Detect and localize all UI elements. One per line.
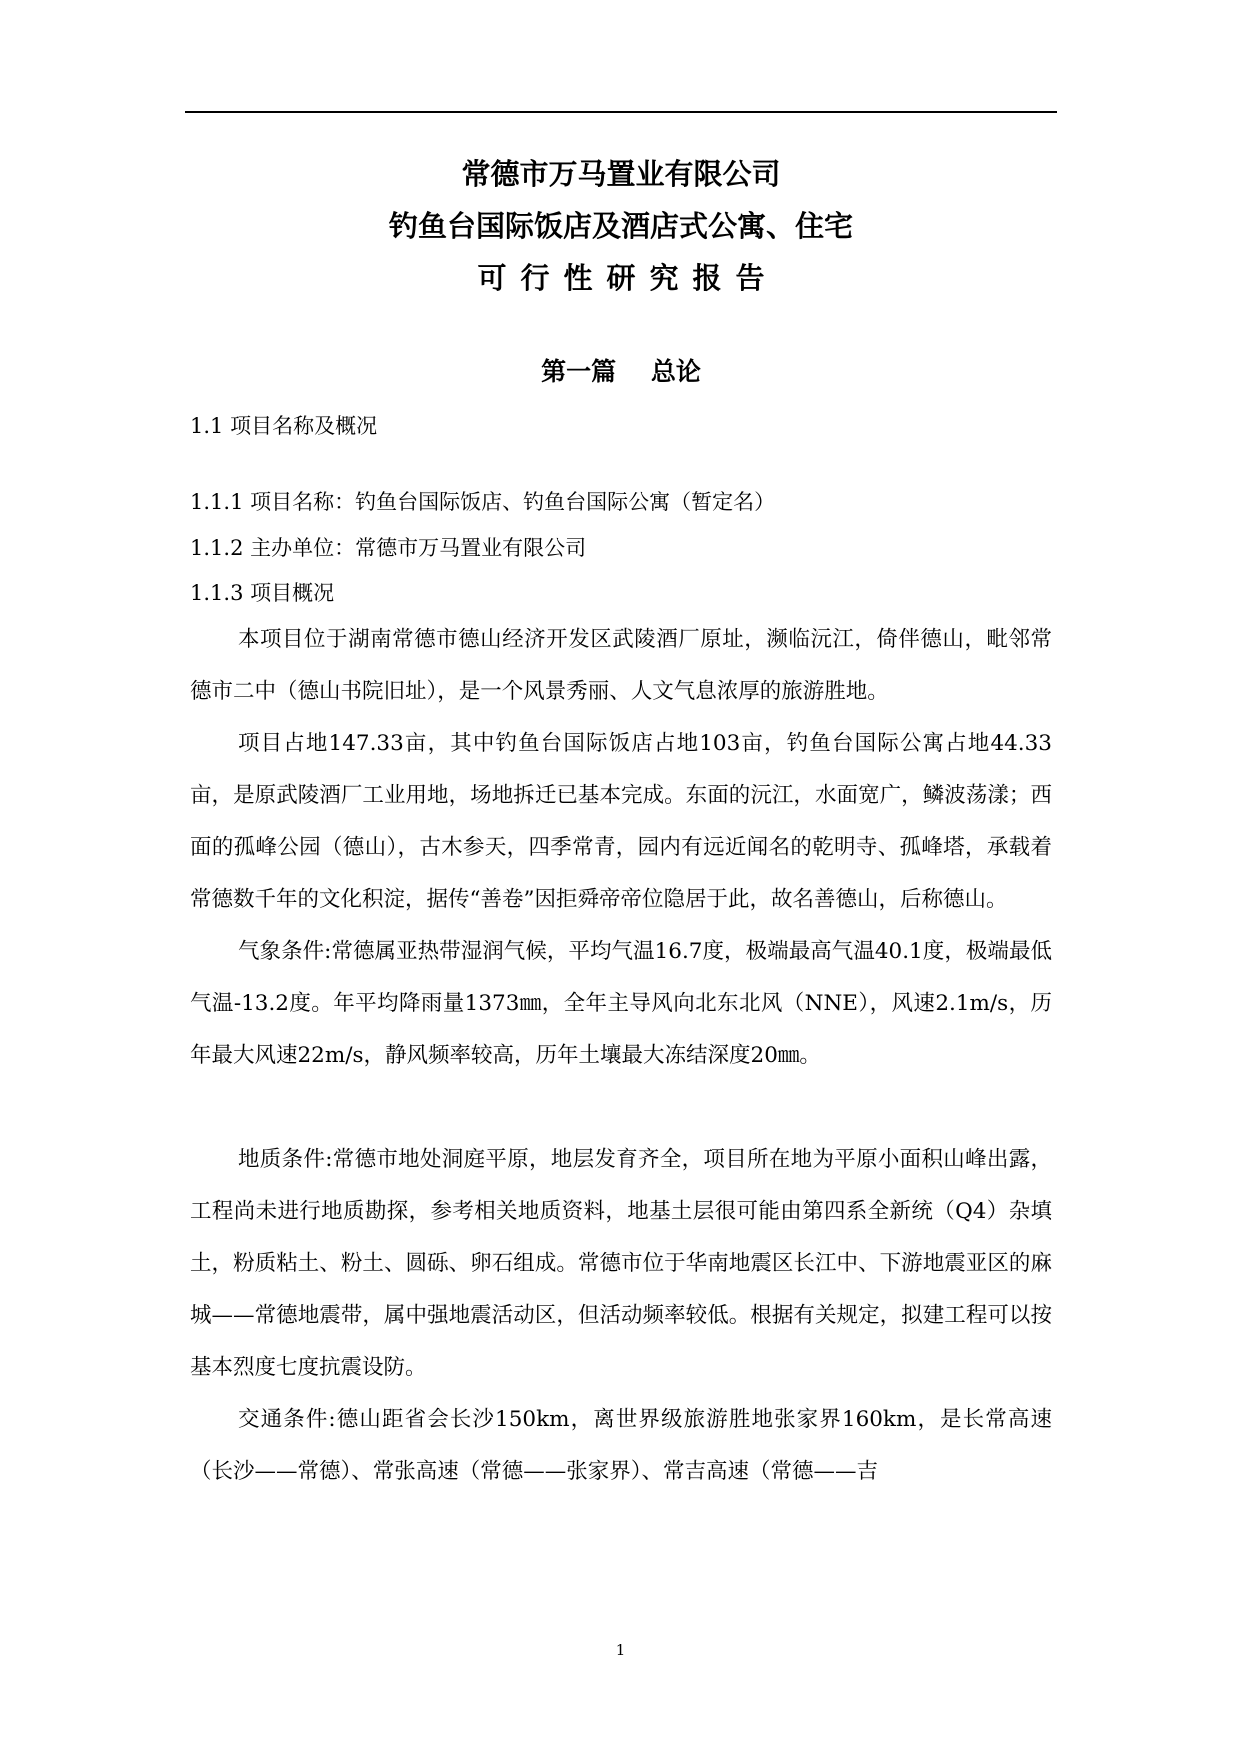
title-line-project: 钓鱼台国际饭店及酒店式公寓、住宅 <box>388 209 853 243</box>
overview-heading: 1.1.3 项目概况 <box>190 581 335 605</box>
project-name-line: 1.1.1 项目名称：钓鱼台国际饭店、钓鱼台国际公寓（暂定名） <box>190 490 776 514</box>
section-heading: 1.1 项目名称及概况 <box>190 414 378 438</box>
header-rule <box>185 111 1057 113</box>
part-heading: 第一篇 总论 <box>541 357 701 386</box>
paragraph-geology: 地质条件:常德市地处洞庭平原，地层发育齐全，项目所在地为平原小面积山峰出露，工程尚未进行地质勘探，参考相关地质资料，地基土层很可能由第四系全新统（Q4）杂填土，粉质粘土、粉土、圆砾、卵石组成。常德市位于华南地震区长江中、下游地震亚区的麻城——常德地震带，属中强地震活动区，但活动频率较低。根据有关规定，拟建工程可以按基本烈度七度抗震设防。 <box>190 1147 1052 1380</box>
paragraph-climate: 气象条件:常德属亚热带湿润气候，平均气温16.7度，极端最高气温40.1度，极端最低气温-13.2度。年平均降雨量1373㎜，全年主导风向北东北风（NNE），风速2.1m/s，历年最大风速22m/s，静风频率较高，历年土壤最大冻结深度20㎜。 <box>190 939 1052 1068</box>
title-line-company: 常德市万马置业有限公司 <box>461 157 781 191</box>
paragraph-site: 项目占地147.33亩，其中钓鱼台国际饭店占地103亩，钓鱼台国际公寓占地44.33亩，是原武陵酒厂工业用地，场地拆迁已基本完成。东面的沅江，水面宽广，鳞波荡漾；西面的孤峰公园（德山），古木参天，四季常青，园内有远近闻名的乾明寺、孤峰塔，承载着常德数千年的文化积淀，据传“善卷”因拒舜帝帝位隐居于此，故名善德山，后称德山。 <box>190 731 1052 912</box>
document-title <box>185 148 1057 304</box>
page-number: 1 <box>615 1641 626 1659</box>
title-line-report: 可行性研究报告 <box>477 261 779 295</box>
sponsor-line: 1.1.2 主办单位：常德市万马置业有限公司 <box>190 536 587 560</box>
paragraph-location: 本项目位于湖南常德市德山经济开发区武陵酒厂原址，濒临沅江，倚伴德山，毗邻常德市二中（德山书院旧址），是一个风景秀丽、人文气息浓厚的旅游胜地。 <box>190 627 1052 704</box>
paragraph-transport: 交通条件:德山距省会长沙150km，离世界级旅游胜地张家界160km，是长常高速（长沙——常德）、常张高速（常德——张家界）、常吉高速（常德——吉 <box>190 1407 1052 1484</box>
